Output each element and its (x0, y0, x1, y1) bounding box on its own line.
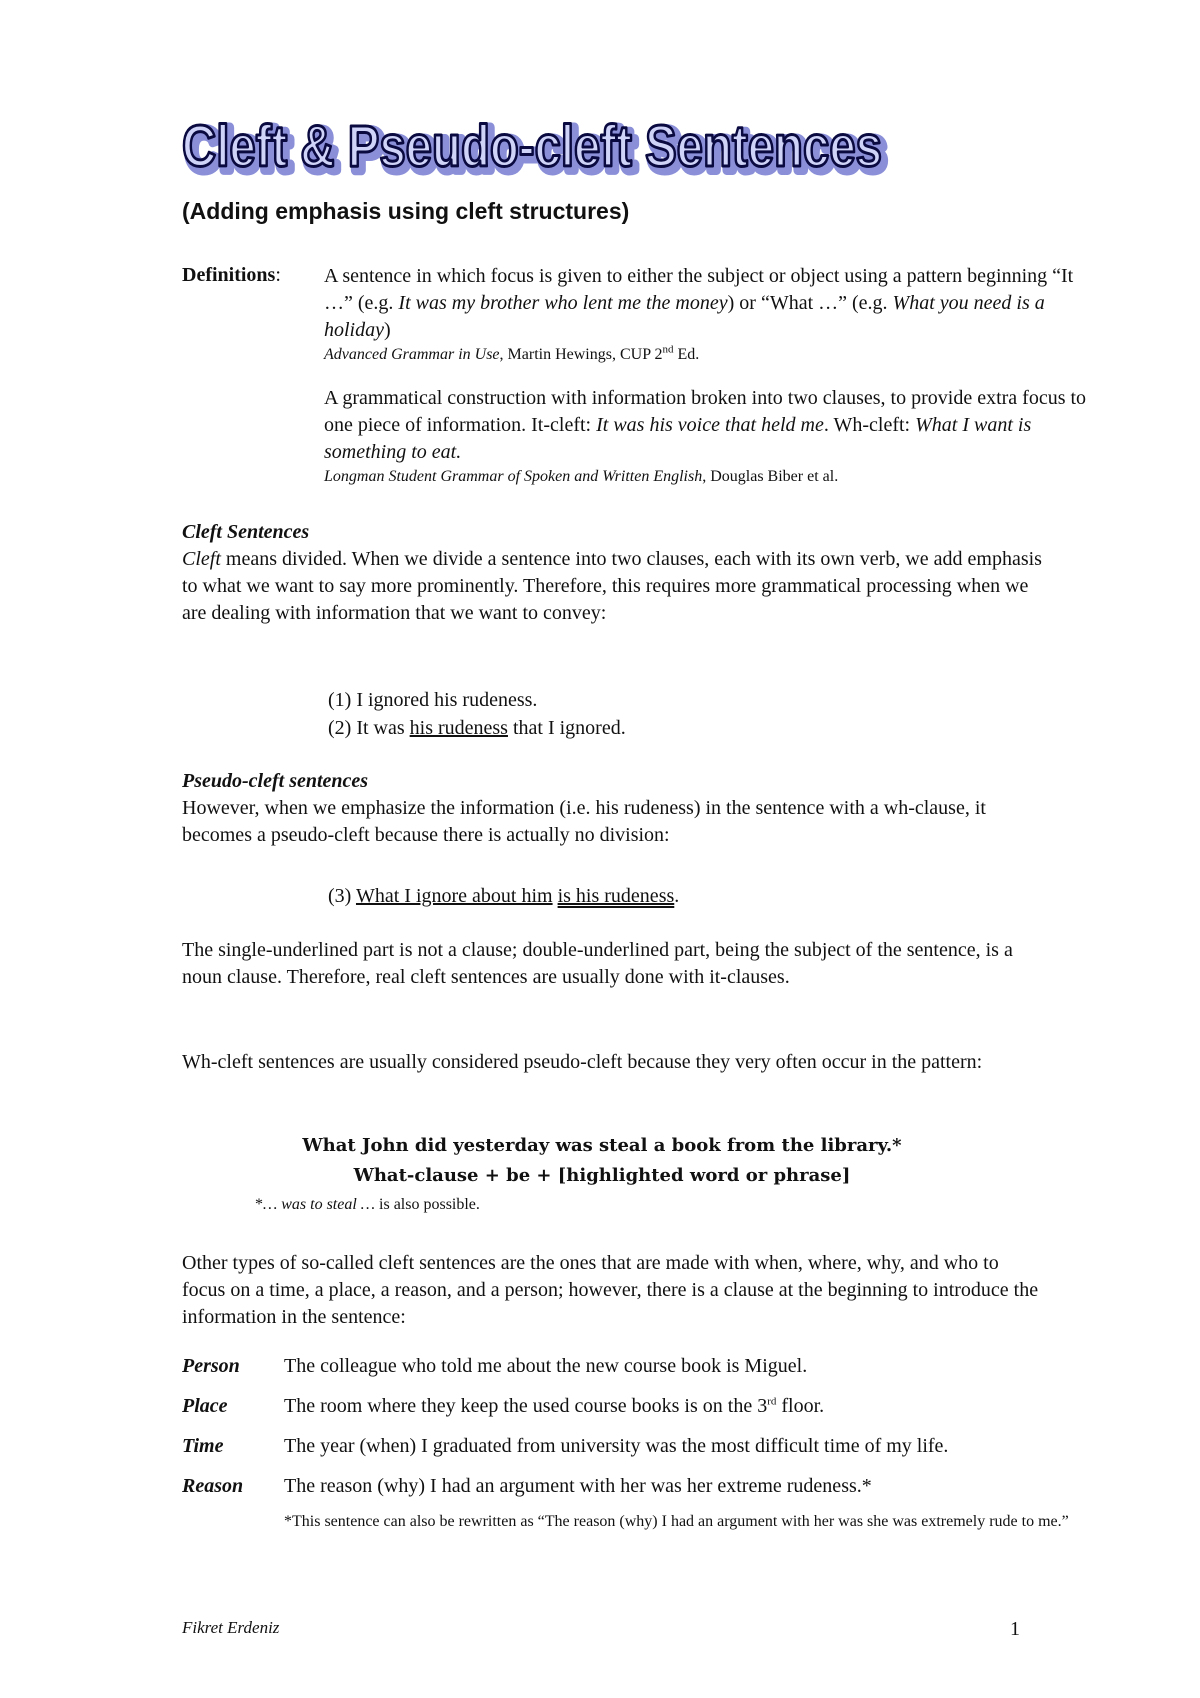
def1-source-title: Advanced Grammar in Use (324, 346, 500, 363)
example-2-a: (2) It was (328, 717, 410, 739)
document-title (180, 112, 900, 192)
def2-text-2: . Wh-cleft: (823, 414, 916, 436)
def1-source-rest: , Martin Hewings, CUP 2 (499, 346, 663, 363)
example-3-end: . (674, 885, 680, 907)
example-3-single-underlined: What I ignore about him (355, 885, 553, 907)
definitions-label-text: Definitions (182, 264, 276, 286)
def2-example-1: It was his voice that held me (596, 414, 824, 436)
type-text-sup: rd (767, 1395, 777, 1408)
type-row (182, 1355, 1102, 1395)
pattern-example: What John did yesterday was steal a book from the library.* (302, 1135, 902, 1156)
example-3-double-underlined: is his rudeness (557, 885, 675, 907)
type-row (182, 1395, 1102, 1435)
def2-source-rest: , Douglas Biber et al. (702, 468, 839, 485)
type-text-main: The year (when) I graduated from university was the most difficult time of my life. (284, 1435, 949, 1457)
def1-text-3: ) (384, 319, 391, 341)
reason-note: *This sentence can also be rewritten as “The reason (why) I had an argument with her was she was extremely rude to me.” (284, 1513, 1069, 1530)
definition-2 (324, 385, 1104, 488)
example-2-underlined: his rudeness (409, 717, 508, 739)
type-label: Reason (182, 1475, 244, 1497)
def1-text-1: A sentence in which focus is given to either the subject or object using a pattern beginning “It …” (e.g. (324, 265, 1074, 314)
def1-example-1: It was my brother who lent me the money (398, 292, 728, 314)
pattern-note-star: * (255, 1196, 263, 1213)
type-label: Place (182, 1395, 228, 1417)
example-3-a: (3) (328, 885, 356, 907)
def1-example-2: What you need is a holiday (324, 292, 1045, 341)
type-label: Person (182, 1355, 240, 1377)
definition-1 (324, 263, 1104, 366)
type-text (284, 1435, 948, 1458)
example-2-b: that I ignored. (507, 717, 626, 739)
pattern-formula: What-clause + be + [highlighted word or phrase] (353, 1165, 851, 1186)
def1-text-2: ) or “What …” (e.g. (727, 292, 893, 314)
def1-source-sup: nd (662, 343, 674, 356)
type-text-main: The room where they keep the used course books is on the 3 (284, 1395, 768, 1417)
subtitle: (Adding emphasis using cleft structures) (182, 198, 630, 224)
page-number: 1 (1010, 1618, 1020, 1640)
type-text-main: The colleague who told me about the new course book is Miguel. (284, 1355, 808, 1377)
type-row (182, 1475, 1102, 1515)
pseudo-para-2: The single-underlined part is not a clause; double-underlined part, being the subject of the sentence, is a noun clause. Therefore, real cleft sentences are usually done with it-clauses. (182, 939, 1013, 988)
cleft-lead: Cleft (182, 548, 221, 570)
definitions-label: Definitions: (182, 264, 281, 286)
title-shadow: Cleft & Pseudo-cleft Sentences (186, 118, 886, 183)
type-text (284, 1395, 824, 1418)
cleft-body (182, 546, 1042, 627)
example-2 (328, 714, 626, 742)
type-text (284, 1475, 872, 1498)
footer-author: Fikret Erdeniz (182, 1618, 280, 1637)
type-text-end: floor. (776, 1395, 825, 1417)
pseudo-para-3: Wh-cleft sentences are usually considered pseudo-cleft because they very often occur in the pattern: (182, 1051, 983, 1073)
pattern-note-italic: … was to steal … (263, 1196, 376, 1213)
pseudo-body: However, when we emphasize the information (i.e. his rudeness) in the sentence with a wh-clause, it becomes a pseudo-cleft because there is actually no division: (182, 797, 986, 846)
cleft-body-text: means divided. When we divide a sentence into two clauses, each with its own verb, we add emphasis to what we want to say more prominently. Therefore, this requires more grammatical processing when we are dealing with information that we want to convey: (182, 548, 1042, 624)
example-1: (1) I ignored his rudeness. (328, 689, 538, 711)
title-wordart (180, 112, 900, 192)
pattern-note (255, 1196, 480, 1214)
other-types-para: Other types of so-called cleft sentences are the ones that are made with when, where, why, and who to focus on a time, a place, a reason, and a person; however, there is a clause at the beginning to introduce the information in the sentence: (182, 1252, 1039, 1328)
def1-source (324, 344, 1104, 366)
pseudo-section (182, 768, 1042, 849)
example-3 (328, 882, 679, 910)
def2-example-2: What I want is something to eat. (324, 414, 1032, 463)
type-text-main: The reason (why) I had an argument with her was her extreme rudeness.* (284, 1475, 872, 1497)
def1-source-end: Ed. (673, 346, 700, 363)
cleft-section (182, 519, 1042, 627)
pattern-note-rest: is also possible. (375, 1196, 480, 1213)
type-label: Time (182, 1435, 224, 1457)
cleft-heading: Cleft Sentences (182, 521, 310, 543)
pseudo-heading: Pseudo-cleft sentences (182, 770, 369, 792)
type-text (284, 1355, 807, 1378)
title-text: Cleft & Pseudo-cleft Sentences (182, 114, 882, 179)
def2-text-1: A grammatical construction with information broken into two clauses, to provide extra focus to one piece of information. It-cleft: (324, 387, 1087, 436)
type-row (182, 1435, 1102, 1475)
cleft-types-list (182, 1355, 1102, 1515)
def2-source-title: Longman Student Grammar of Spoken and Written English (324, 468, 703, 485)
def2-source (324, 466, 1104, 488)
